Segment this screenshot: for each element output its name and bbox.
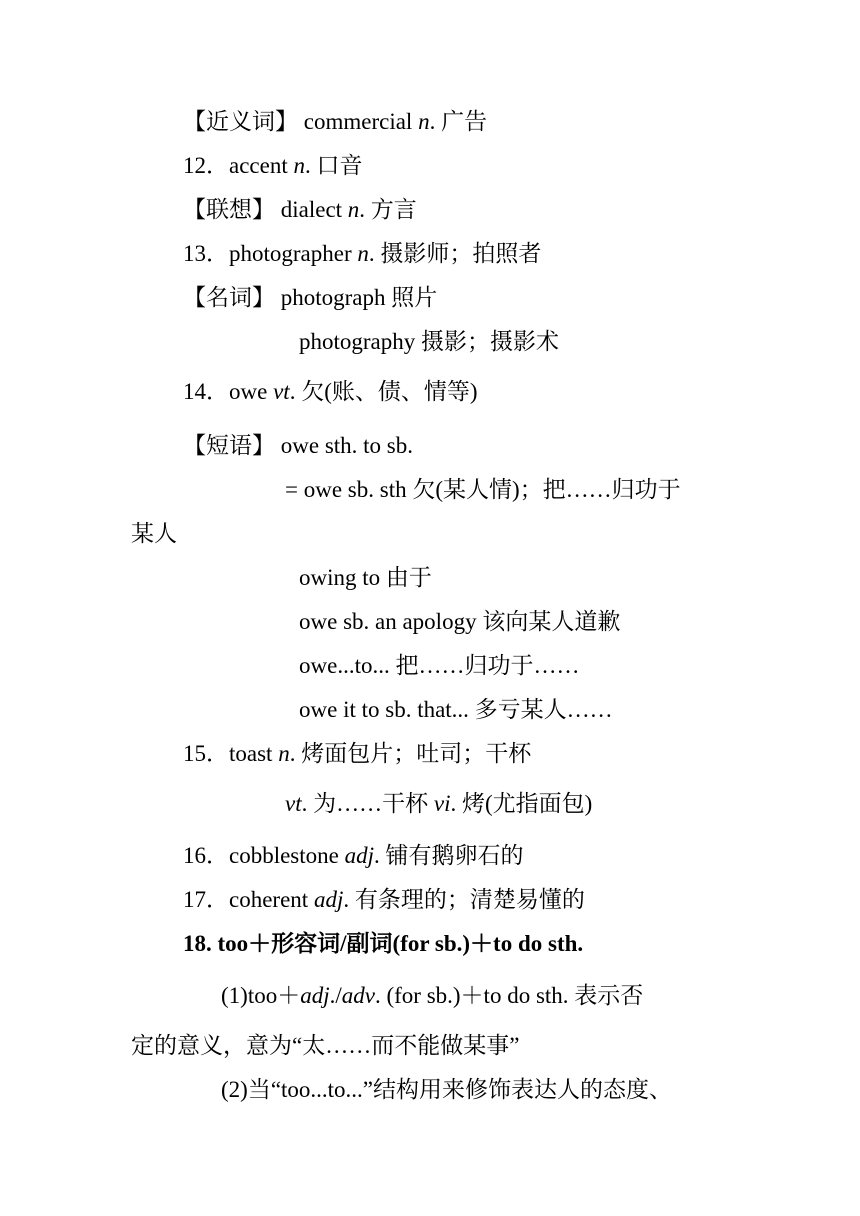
entry-text: owe...to... 把……归功于…… [299,653,580,678]
part-of-speech: n [357,241,369,266]
entry-meaning: . 烤(尤指面包) [450,791,593,816]
entry-text: 某人 [131,521,177,546]
vocab-item-15 [183,742,531,765]
phrase-entry [183,434,413,457]
phrase-entry-equivalent [285,478,681,501]
entry-text: 13．photographer [183,241,358,266]
entry-text: 定的意义，意为“太……而不能做某事” [131,1033,520,1058]
entry-text: . (for sb.)＋to do sth. 表示否 [374,983,644,1008]
entry-text: (1)too＋ [221,983,301,1008]
entry-text: 15．toast [183,741,279,766]
entry-meaning: . 有条理的；清楚易懂的 [343,887,585,912]
entry-text: 17．coherent [183,887,314,912]
synonym-entry [183,110,487,133]
noun-entry [183,286,437,309]
usage-note-1 [221,984,643,1007]
entry-text: owe sb. an apology 该向某人道歉 [299,609,621,634]
entry-text: 18. too＋形容词/副词(for sb.)＋to do sth. [183,931,584,956]
entry-text: (2)当“too...to...”结构用来修饰表达人的态度、 [221,1077,673,1102]
entry-text: 14．owe [183,379,274,404]
part-of-speech: n [293,153,305,178]
part-of-speech: adj [344,843,374,868]
entry-meaning: . 口音 [304,153,363,178]
entry-text: owe it to sb. that... 多亏某人…… [299,697,613,722]
part-of-speech: n [347,197,360,222]
entry-text: photography 摄影；摄影术 [299,329,560,354]
entry-text: 16．cobblestone [183,843,345,868]
vocab-item-12 [183,154,362,177]
entry-meaning: . 摄影师；拍照者 [368,241,542,266]
entry-meaning: . 欠(账、债、情等) [289,379,478,404]
vocab-item-16 [183,844,524,867]
entry-text: ./ [329,983,342,1008]
part-of-speech: n [418,109,430,134]
part-of-speech: vt [285,791,302,816]
usage-note-2 [221,1078,672,1101]
entry-text: 【近义词】 commercial [183,109,419,134]
entry-meaning: . 广告 [429,109,488,134]
phrase-entry-wrap [131,522,177,545]
phrase-owing-to [299,566,432,589]
part-of-speech: n [278,741,290,766]
part-of-speech: vt [273,379,290,404]
part-of-speech: adj [300,983,330,1008]
part-of-speech: vi [433,791,451,816]
phrase-owe-to [299,654,579,677]
usage-note-1-wrap [131,1034,519,1057]
entry-meaning: . 铺有鹅卵石的 [374,843,524,868]
entry-text: 12．accent [183,153,294,178]
vocab-item-18-heading [183,932,583,955]
vocab-item-17 [183,888,585,911]
noun-entry-continued [299,330,559,353]
vocab-item-14 [183,380,478,403]
entry-text: owing to 由于 [299,565,432,590]
part-of-speech: adv [341,983,375,1008]
entry-meaning: . 烤面包片；吐司；干杯 [289,741,532,766]
vocab-item-15-verbs [285,792,592,815]
entry-meaning: . 方言 [359,197,417,222]
part-of-speech: adj [313,887,344,912]
entry-meaning: . 为……干杯 [301,791,434,816]
entry-text: 【短语】 owe sth. to sb. [183,433,413,458]
phrase-owe-apology [299,610,620,633]
vocab-item-13 [183,242,541,265]
association-entry [183,198,417,221]
entry-text: 【名词】 photograph 照片 [183,285,438,310]
entry-text: 【联想】 dialect [183,197,348,222]
phrase-owe-it-to [299,698,613,721]
entry-text: = owe sb. sth 欠(某人情)；把……归功于 [285,477,681,502]
